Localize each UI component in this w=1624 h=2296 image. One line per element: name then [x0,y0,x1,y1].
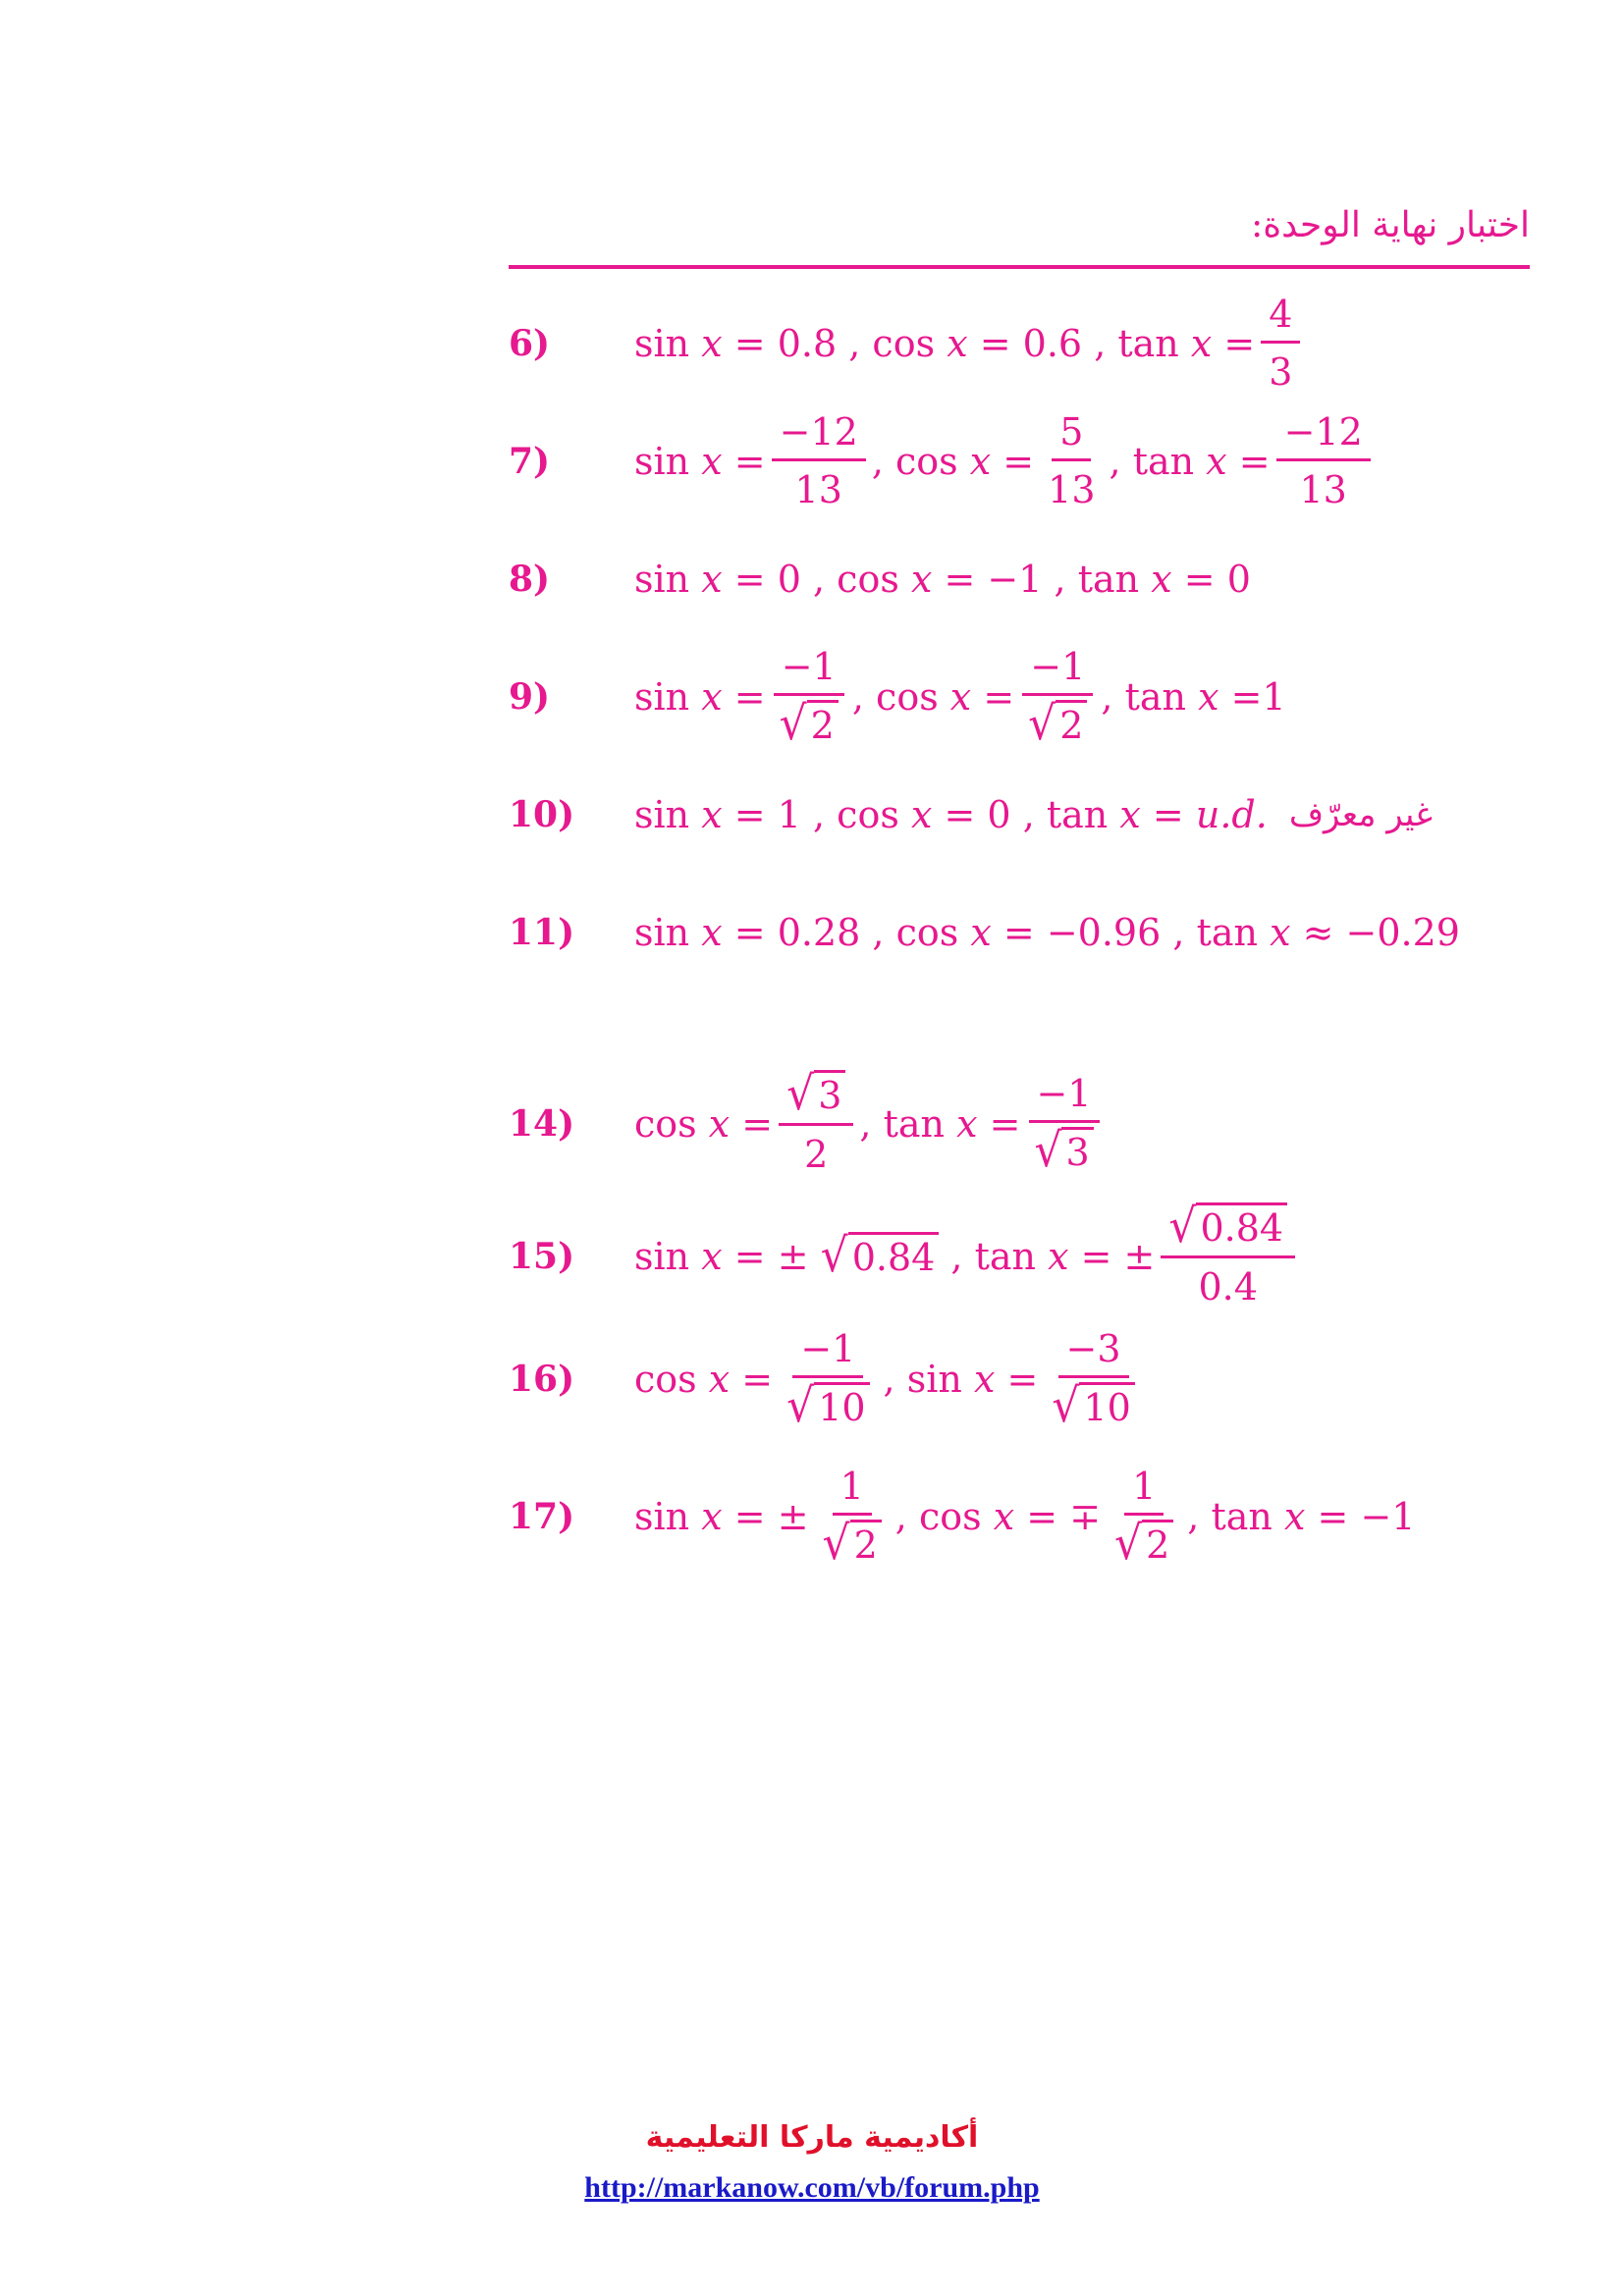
item-number: 15) [509,1236,575,1277]
item-number: 9) [509,676,551,718]
answer-7 [509,409,1377,511]
answer-11 [509,883,1460,982]
undefined-note: غير معرّف [1288,795,1434,834]
fraction: −1 √ 10 [779,1326,877,1432]
square-root: √ 2 [1114,1520,1173,1569]
square-root: √ 2 [780,700,839,749]
expression: sin x = −1 √ 2 , cos x = −1 √ 2 , tan x = 1 [634,645,1286,751]
fraction: √ 0.84 0.4 [1161,1202,1295,1311]
fraction: √ 3 2 [779,1070,853,1179]
item-number: 17) [509,1496,575,1537]
expression: sin x = 0.28 , cos x = −0.96 , tan x ≈ −0.29 [634,911,1460,954]
fraction: −3 √ 10 [1044,1326,1142,1432]
expression: cos x = −1 √ 10 , sin x = −3 √ 10 [634,1326,1149,1432]
answer-15 [509,1199,1301,1308]
item-number: 8) [509,559,551,600]
square-root: √ 2 [823,1520,882,1569]
item-number: 14) [509,1103,575,1145]
square-root: √ 3 [1034,1127,1093,1176]
answer-6 [509,294,1306,393]
section-header [509,196,1530,269]
item-number: 11) [509,912,575,953]
answer-17 [509,1465,1416,1571]
answer-8 [509,530,1251,628]
fraction: −1 √ 2 [1020,644,1095,750]
expression: cos x = √ 3 2 , tan x = −1 √ 3 [634,1070,1108,1179]
expression: sin x = ± √ 0.84 , tan x = ± √ 0.84 0.4 [634,1202,1301,1311]
square-root: √ 3 [786,1070,845,1119]
answer-10 [509,766,1433,864]
academy-name: أكاديمية ماركا التعليمية [645,2120,979,2155]
fraction: −1 √ 2 [772,644,846,750]
square-root: √ 0.84 [821,1232,940,1281]
fraction: $\frac{-12}{13}$ [1276,409,1371,514]
expression: sin x = ± 1 √ 2 , cos x = ∓ 1 √ 2 , tan x = −1 [634,1465,1416,1571]
expression: sin x = $\frac{-12}{13}$ , cos x = $\frac{5}{13}$ , tan x = $\frac{-12}{13}$ [634,409,1377,514]
item-number: 16) [509,1359,575,1400]
section-title: اختبار نهاية الوحدة: [1251,205,1530,245]
square-root: √ 0.84 [1168,1202,1287,1252]
fraction: 1 √ 2 [1107,1464,1181,1570]
answer-14 [509,1066,1108,1178]
item-number: 6) [509,323,551,364]
square-root: √ 10 [1052,1382,1134,1431]
item-number: 7) [509,441,551,482]
fraction: 1 √ 2 [815,1464,890,1570]
answer-9 [509,645,1286,751]
forum-link[interactable]: http://markanow.com/vb/forum.php [584,2171,1040,2204]
answer-16 [509,1327,1149,1433]
fraction: $\frac{4}{3}$ [1261,292,1300,397]
expression: sin x = 1 , cos x = 0 , tan x = u.d. غير معرّف [634,793,1434,836]
fraction: $\frac{5}{13}$ [1048,409,1096,511]
fraction: $\frac{-12}{13}$ [772,409,866,514]
square-root: √ 2 [1028,700,1087,749]
square-root: √ 10 [786,1382,869,1431]
expression: sin x = 0 , cos x = −1 , tan x = 0 [634,558,1251,601]
item-number: 10) [509,794,575,835]
fraction: −1 √ 3 [1026,1071,1101,1177]
expression: sin x = 0.8 , cos x = 0.6 , tan x = $\frac{4}{3}$ [634,292,1306,397]
